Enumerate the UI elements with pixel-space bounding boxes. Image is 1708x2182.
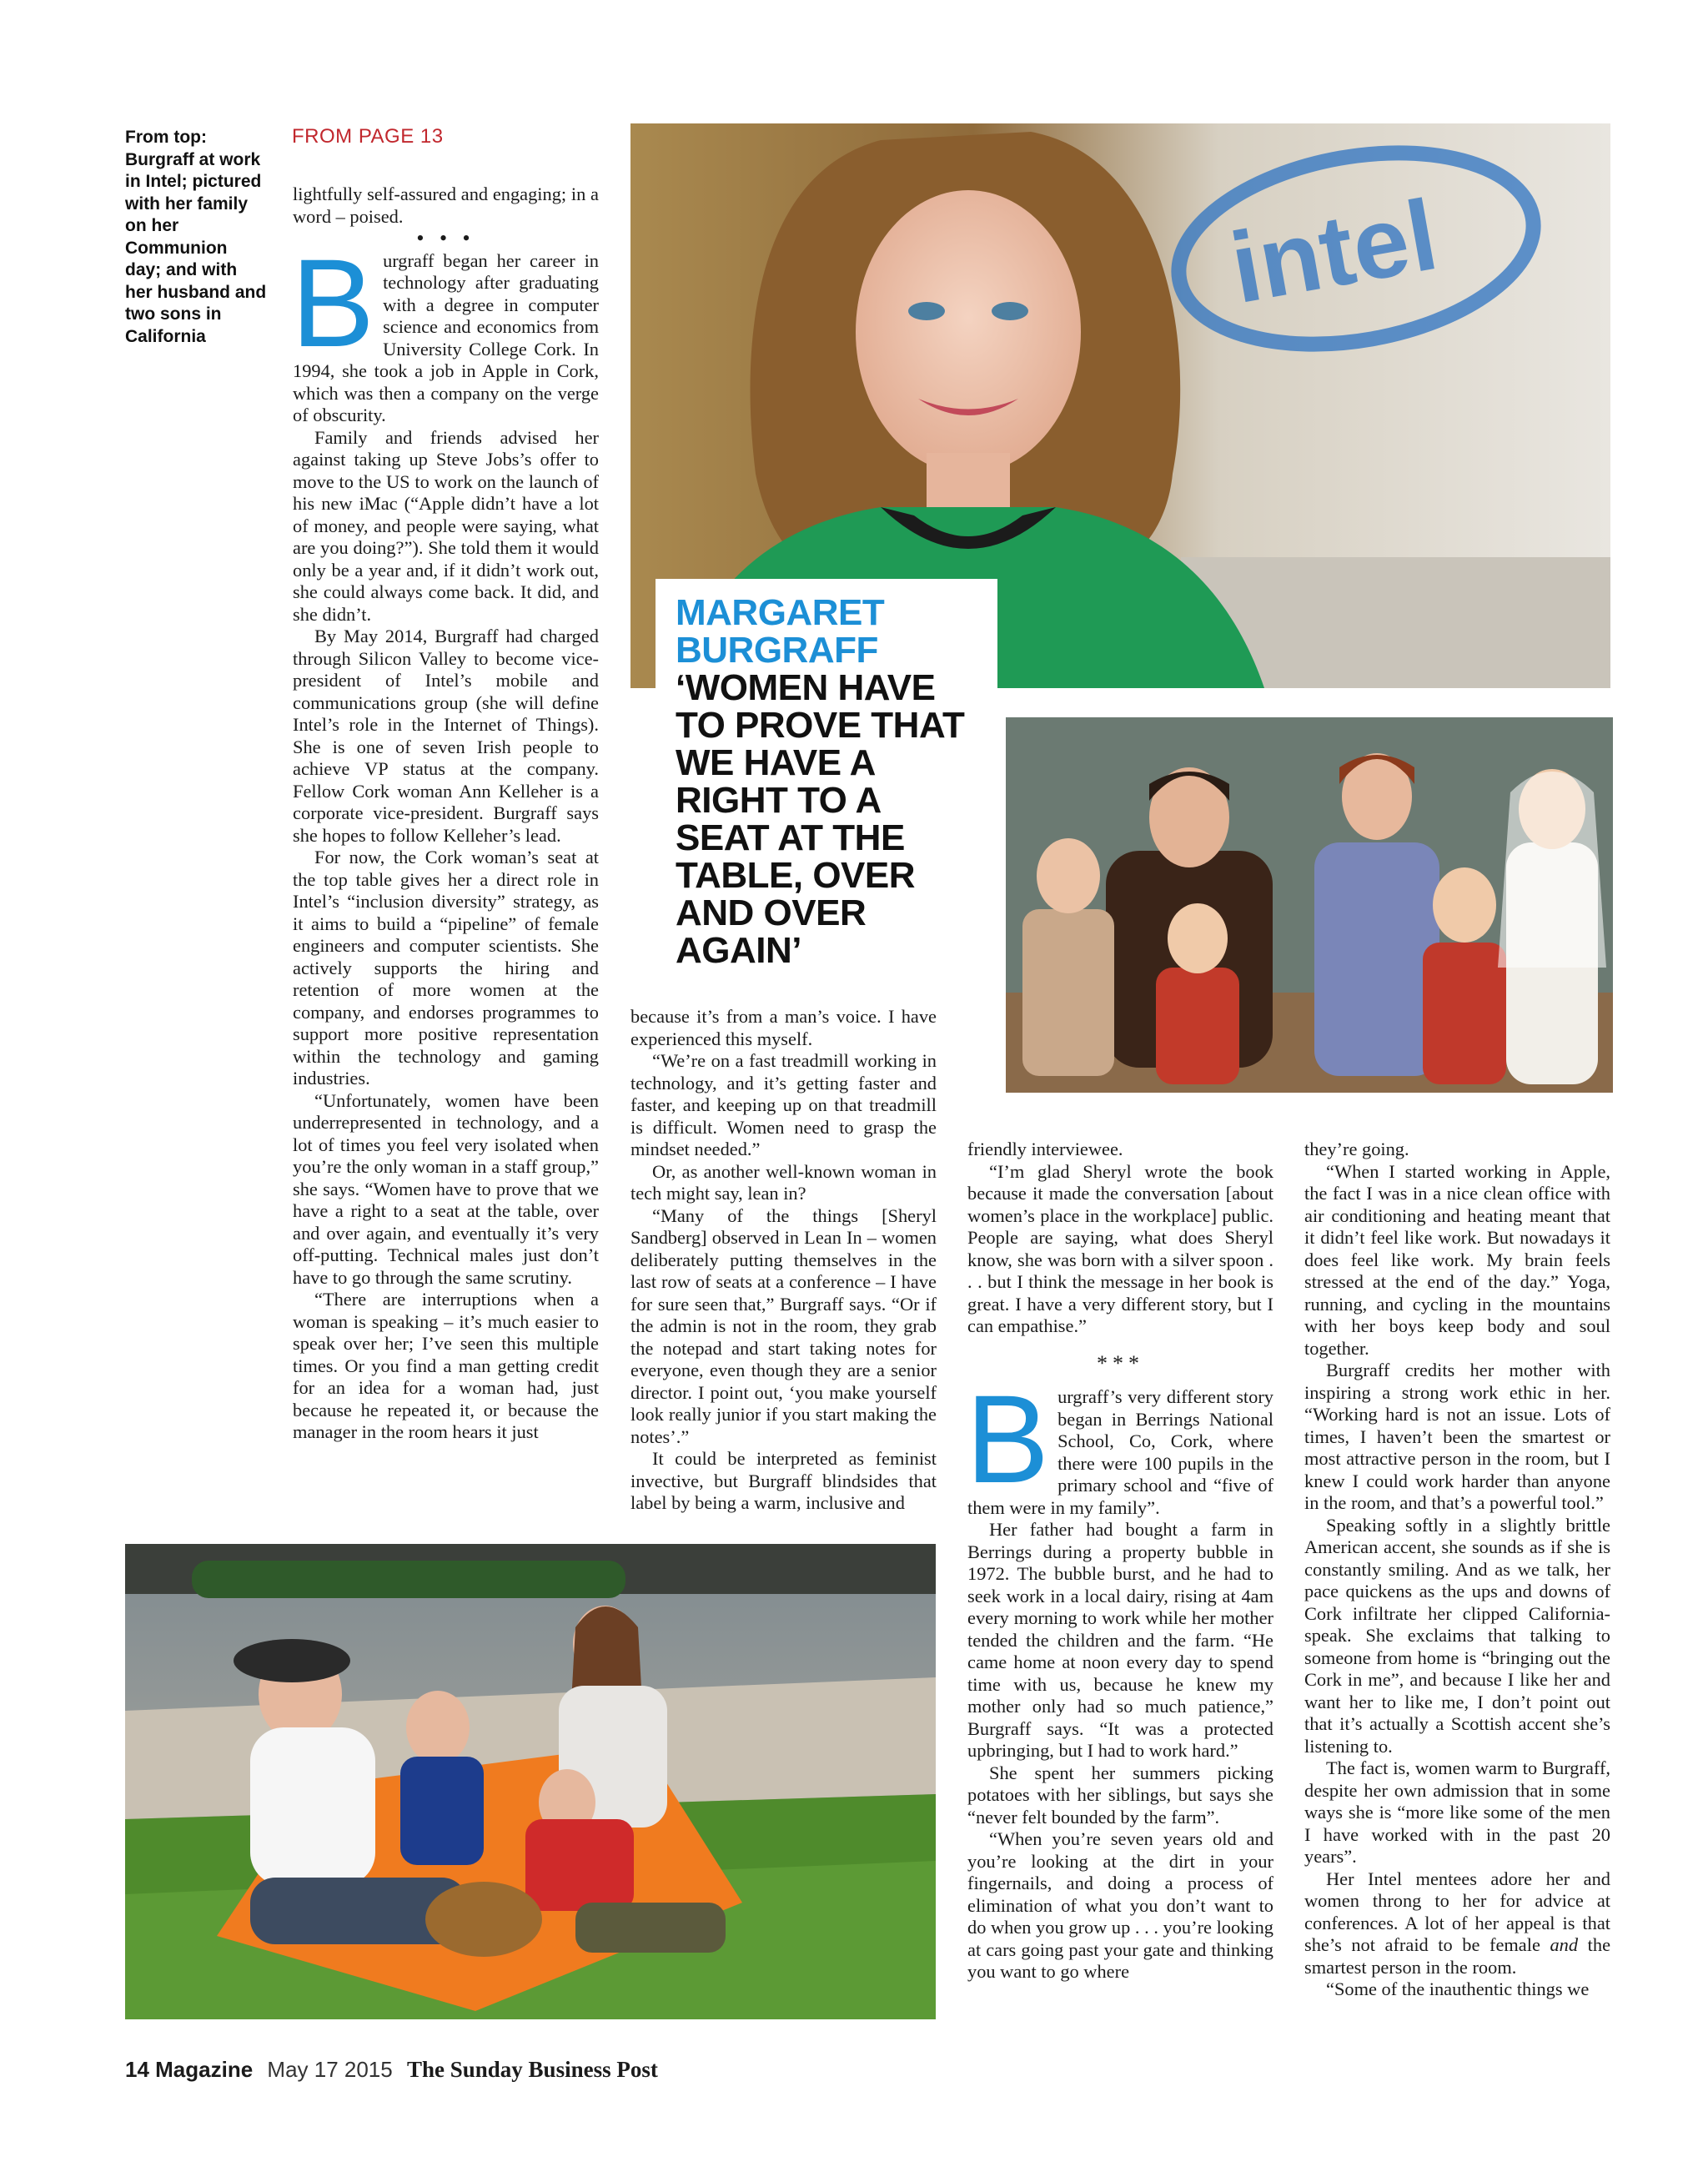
headline-name-line-2: BURGRAFF	[676, 630, 878, 671]
paragraph: It could be interpreted as feminist invective, but Burgraff blindsides that label by being a warm, inclusive and	[630, 1448, 937, 1513]
paragraph: For now, the Cork woman’s seat at the top table gives her a direct role in Intel’s “inclusion diversity” strategy, as it aims to build a “pipeline” of female engineers and computer scientists. She actively supports the hiring and retention of more women at the company, and endorses programmes to support more positive representation within the technology and gaming industries.	[293, 847, 599, 1088]
from-page-label: FROM PAGE 13	[292, 125, 444, 148]
paragraph: “When I started working in Apple, the fact I was in a nice clean office with air conditioning and heating meant that it didn’t feel like work. But nowadays it does feel like work. My brain feels stressed at the end of the day.” Yoga, running, and cycling in the mountains with her boys keep body and soul together.	[1304, 1160, 1610, 1359]
headline-name-line-1: MARGARET	[676, 592, 885, 633]
paragraph: Speaking softly in a slightly brittle American accent, she sounds as if she is constantly smiling. And as we talk, her pace quickens as the ups and downs of Cork infiltrate her clipped California-speak. She exclaims that talking to someone from home is “bringing out the Cork in me”, and because I like her and want her to like me, I don’t point out that it’s actually a Scottish accent she’s listening to.	[1304, 1514, 1610, 1757]
paragraph: “Unfortunately, women have been underrepresented in technology, and a lot of times you feel very isolated when you’re the only woman in a staff group,” she says. “Women have to prove that we have a right to a seat at the table, over and over again, and eventually it’s very off-putting. Technical males just don’t have to go through the same scrutiny.	[293, 1089, 599, 1288]
photo-caption: From top: Burgraff at work in Intel; pictured with her family on her Communion day; and with her husband and two sons in California	[125, 128, 267, 346]
paragraph: Family and friends advised her against taking up Steve Jobs’s offer to move to the US to work on the launch of his new iMac (“Apple didn’t have a lot of money, and people were saying, what are you doing?”). She told them it would only be a year and, if it didn’t work out, she could always come back. It did, and she didn’t.	[293, 426, 599, 625]
headline-quote: ‘WOMEN HAVE TO PROVE THAT WE HAVE A RIGHT TO A SEAT AT THE TABLE, OVER AND OVER AGAIN’	[676, 667, 965, 971]
photo-family-communion	[1006, 717, 1613, 1093]
paragraph: Burgraff credits her mother with inspiring a strong work ethic in her. “Working hard is not an issue. Lots of times, I haven’t been the smartest or most attractive person in the room, but I knew I could work harder than anyone in the room, and that’s a powerful tool.”	[1304, 1360, 1610, 1513]
paragraph: “Some of the inauthentic things we	[1326, 1978, 1590, 1999]
paragraph: Or, as another well-known woman in tech might say, lean in?	[630, 1160, 937, 1204]
paragraph: Her Intel mentees adore her and women throng to her for advice at conferences. A lot of her appeal is that she’s not afraid to be female and the smartest person in the room.	[1304, 1868, 1611, 1978]
paragraph: “I’m glad Sheryl wrote the book because it made the conversation [about women’s place in the workplace] public. People are saying, what does Sheryl know, she was born with a silver spoon . . . but I think the message in her book is great. I have a very different story, but I can empathise.”	[967, 1160, 1273, 1336]
page-number-label: 14 Magazine	[125, 2057, 254, 2082]
svg-text:intel: intel	[1223, 178, 1445, 325]
paragraph: because it’s from a man’s voice. I have experienced this myself.	[630, 1006, 937, 1049]
article-column-2	[630, 1006, 937, 1515]
section-separator: • • •	[416, 226, 475, 250]
paragraph: “When you’re seven years old and you’re looking at the dirt in your fingernails, and doing a process of elimination of what you don’t want to do when you grow up . . . you’re looking at cars going past your gate and thinking you want to go where	[967, 1828, 1273, 1982]
article-column-1	[293, 184, 599, 1444]
paragraph: “Many of the things [Sheryl Sandberg] observed in Lean In – women deliberately putting themselves in the last row of seats at a conference – I have for sure seen that,” Burgraff says. “Or if the admin is not in the room, they grab the notepad and start taking notes for everyone, even though they are a senior director. I point out, ‘you make yourself look really junior if you start making the notes’.”	[630, 1204, 937, 1447]
paragraph: Burgraff’s very different story began in Berrings National School, Co, Cork, where there were 100 pupils in the primary school and “five of them were in my family”.	[966, 1369, 1273, 1518]
paragraph: The fact is, women warm to Burgraff, despite her own admission that in some ways she is “more like some of the men I have worked with in the past 20 years”.	[1304, 1757, 1610, 1867]
drop-cap: B	[966, 1369, 1050, 1509]
paragraph: friendly interviewee.	[967, 1139, 1123, 1159]
paragraph: “There are interruptions when a woman is speaking – it’s much easier to speak over her; I’ve seen this multiple times. Or you find a man getting credit for an idea for a woman had, just because he repeated it, or because the manager in the room hears it just	[293, 1289, 599, 1442]
article-column-3	[967, 1139, 1273, 1983]
photo-family-picnic	[125, 1544, 936, 2019]
article-column-4	[1304, 1139, 1610, 2001]
section-separator: ***	[1097, 1350, 1144, 1375]
publication-name: The Sunday Business Post	[406, 2057, 658, 2082]
page-footer	[125, 2057, 658, 2083]
paragraph: Her father had bought a farm in Berrings during a property bubble in 1972. The bubble burst, and he had to seek work in a local dairy, rising at 4am every morning to work while her mother tended the children and the farm. “He came home at noon every day to spend time with us, because he knew my mother only had so much patience,” Burgraff says. “It was a protected upbringing, but I had to work hard.”	[967, 1519, 1273, 1761]
intro-text: lightfully self-assured and engaging; in a word – poised.	[293, 184, 599, 227]
issue-date: May 17 2015	[267, 2057, 393, 2082]
paragraph: By May 2014, Burgraff had charged through Silicon Valley to become vice-president of Intel’s mobile and communications group (she will define Intel’s role in the Internet of Things). She is one of seven Irish people to achieve VP status at the company. Fellow Cork woman Ann Kelleher is a corporate vice-president. Burgraff says she hopes to follow Kelleher’s lead.	[293, 626, 599, 846]
drop-cap: B	[291, 232, 375, 373]
paragraph: “We’re on a fast treadmill working in technology, and it’s getting faster and faster, and keeping up on that treadmill is difficult. Women need to grasp the mindset needed.”	[630, 1050, 937, 1159]
paragraph: She spent her summers picking potatoes with her siblings, but says she “never felt bounded by the farm”.	[967, 1762, 1273, 1828]
headline-box	[656, 579, 997, 979]
paragraph: Burgraff began her career in technology after graduating with a degree in computer science and economics from University College Cork. In 1994, she took a job in Apple in Cork, which was then a company on the verge of obscurity.	[291, 232, 599, 425]
paragraph: they’re going.	[1304, 1139, 1409, 1159]
